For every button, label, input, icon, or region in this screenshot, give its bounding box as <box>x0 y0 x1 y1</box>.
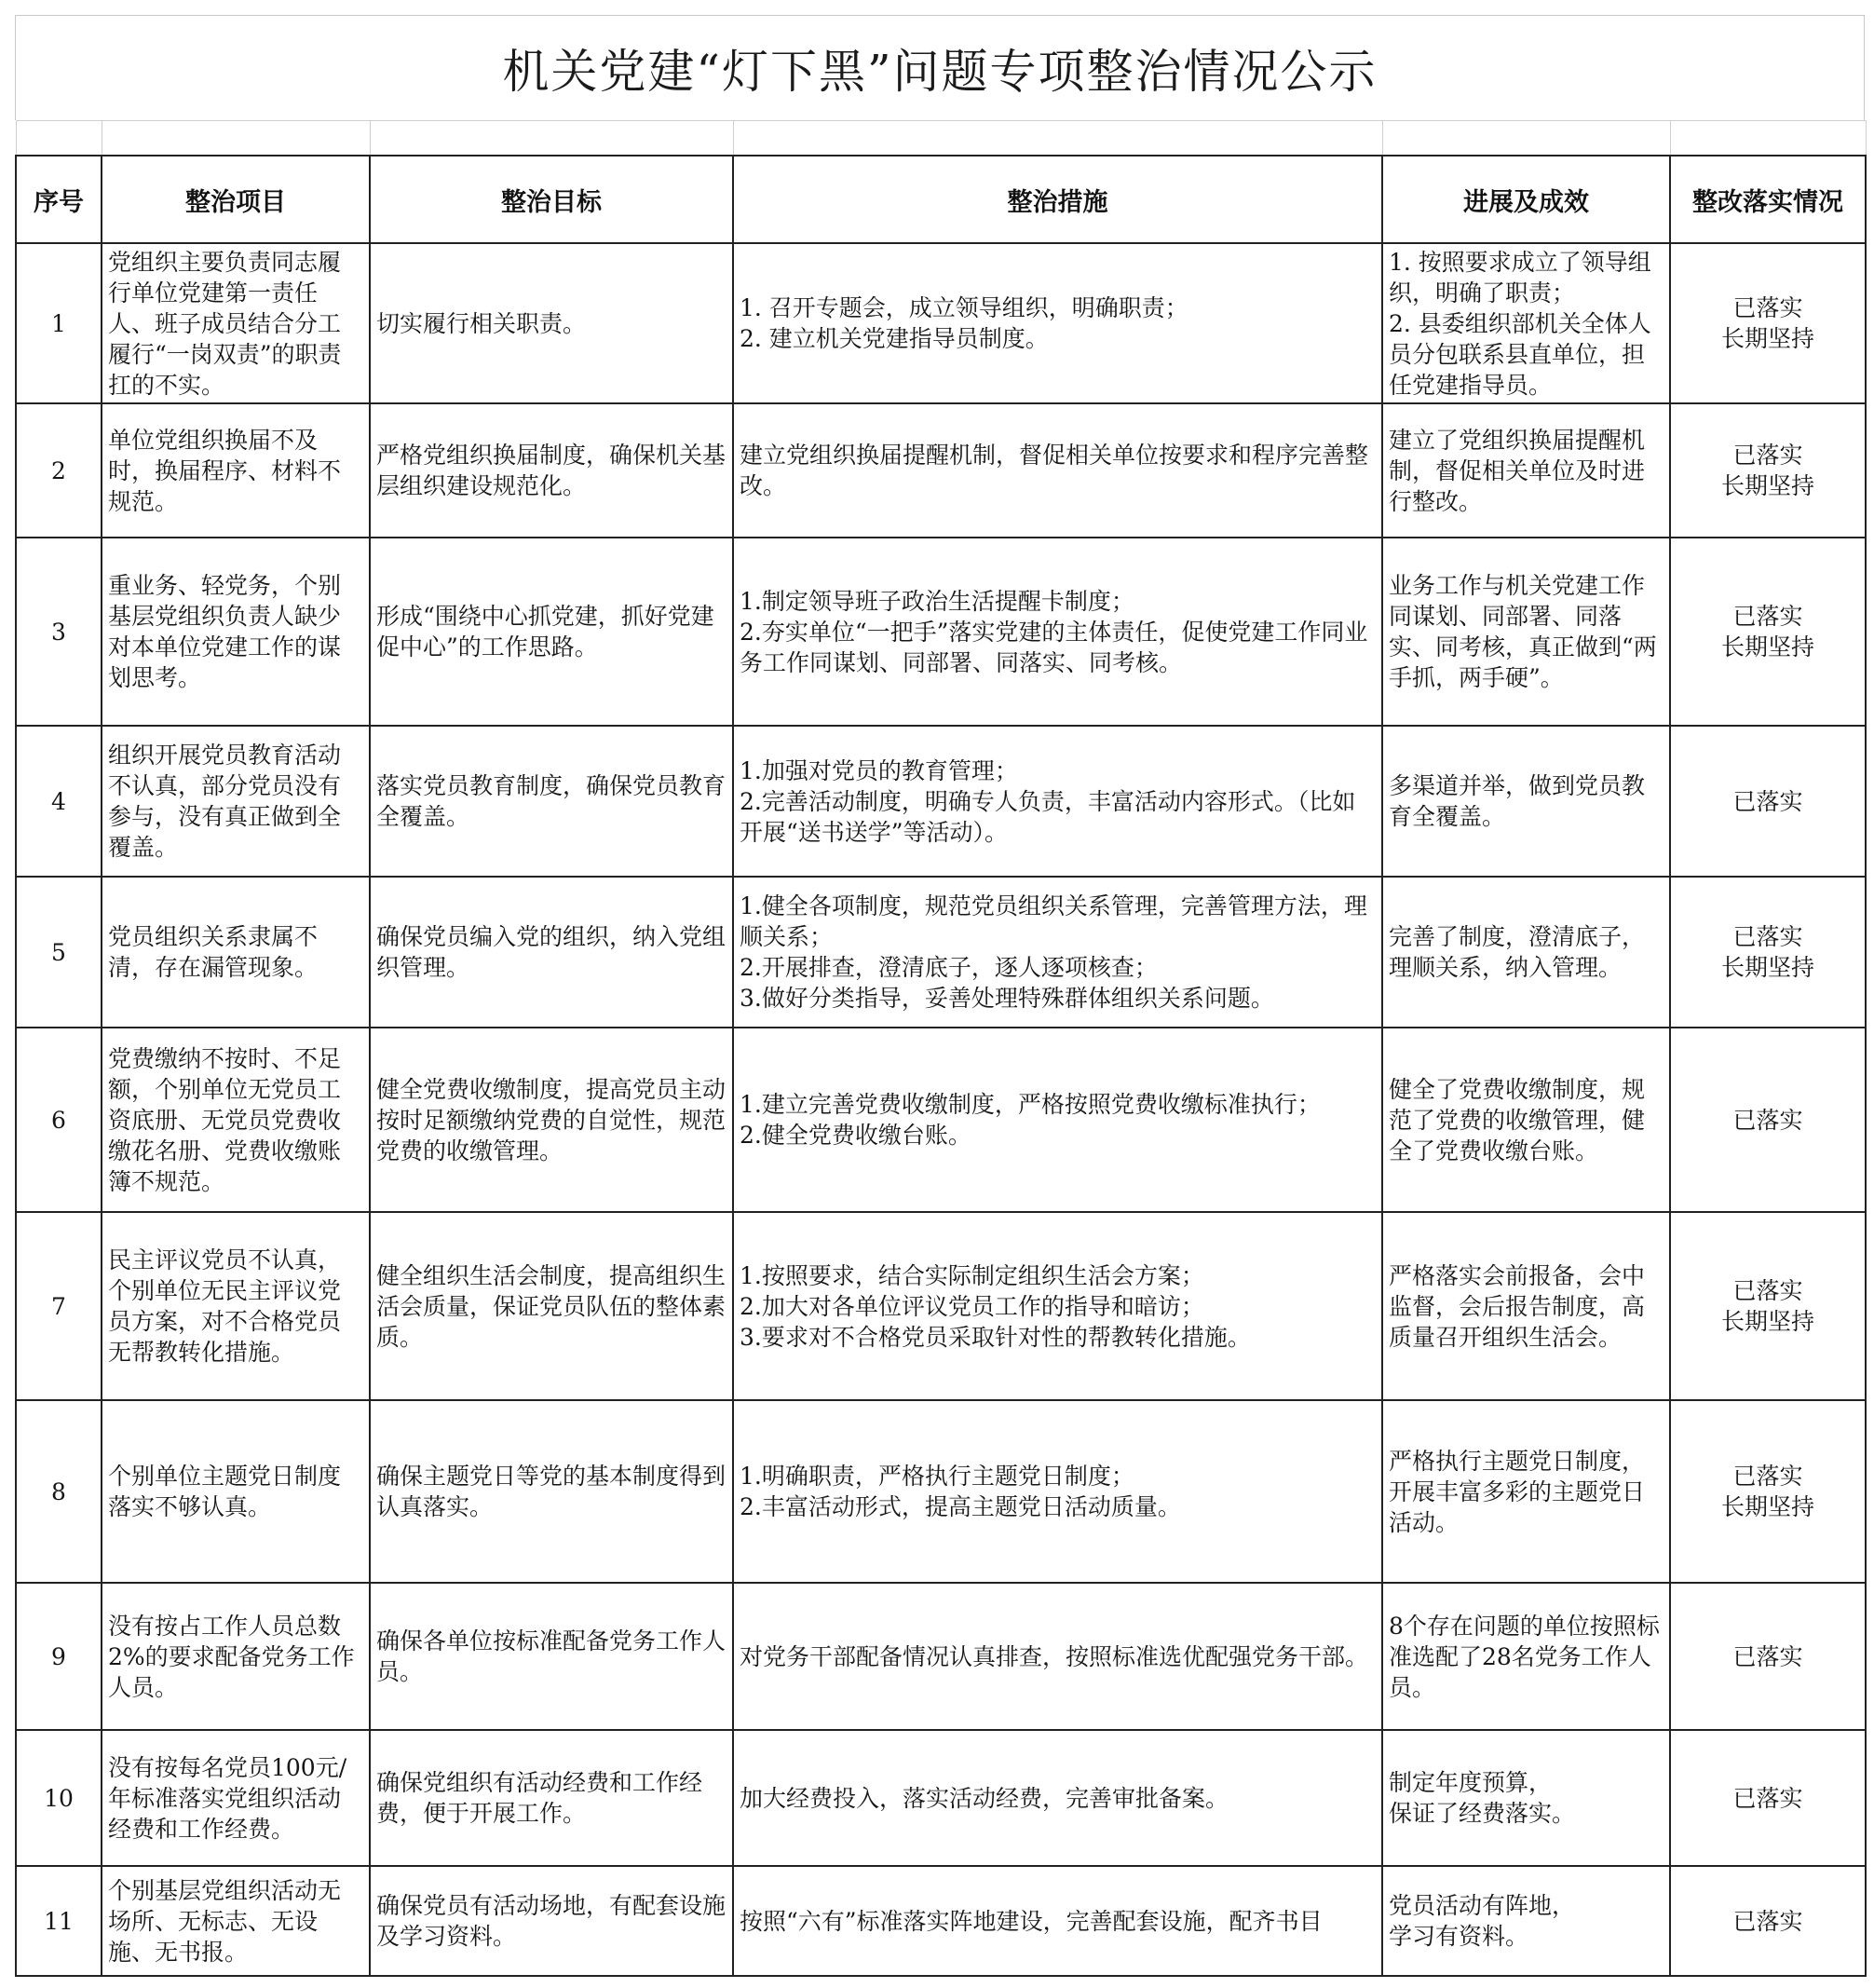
measure-line: 2.夯实单位“一把手”落实党建的主体责任，促使党建工作同业务工作同谋划、同部署、同落实、同考核。 <box>740 618 1368 676</box>
progress-line: 完善了制度，澄清底子，理顺关系，纳入管理。 <box>1389 923 1646 981</box>
publicity-sheet <box>15 15 1865 1977</box>
row-number: 1 <box>51 309 66 337</box>
measures-cell <box>733 1866 1382 1976</box>
header-goal: 整治目标 <box>370 156 733 243</box>
goal-text: 严格党组织换届制度，确保机关基层组织建设规范化。 <box>376 442 727 499</box>
table-row <box>16 877 1866 1028</box>
table-row <box>16 726 1866 877</box>
status-line: 长期坚持 <box>1720 1493 1814 1520</box>
spacer-cell <box>102 121 370 157</box>
status-cell <box>1670 726 1866 877</box>
item-text: 没有按占工作人员总数2%的要求配备党务工作人员。 <box>108 1612 355 1701</box>
row-number-cell <box>16 726 102 877</box>
goal-text: 切实履行相关职责。 <box>376 309 587 337</box>
header-progress: 进展及成效 <box>1382 156 1670 243</box>
status-cell <box>1670 243 1866 403</box>
row-number: 2 <box>51 456 66 484</box>
item-cell <box>102 403 370 538</box>
progress-line: 严格落实会前报备，会中监督，会后报告制度，高质量召开组织生活会。 <box>1389 1261 1646 1351</box>
measure-line: 2.健全党费收缴台账。 <box>740 1122 971 1149</box>
progress-line: 健全了党费收缴制度，规范了党费的收缴管理，健全了党费收缴台账。 <box>1389 1075 1646 1164</box>
progress-line: 保证了经费落实。 <box>1389 1800 1576 1827</box>
item-cell <box>102 1400 370 1583</box>
status-line: 已落实 <box>1732 442 1803 469</box>
progress-cell <box>1382 403 1670 538</box>
item-text: 单位党组织换届不及时，换届程序、材料不规范。 <box>108 426 342 515</box>
measure-line: 1.按照要求，结合实际制定组织生活会方案； <box>740 1261 1204 1289</box>
rectification-table <box>15 120 1867 1977</box>
status-line: 已落实 <box>1732 1106 1803 1134</box>
header-status: 整改落实情况 <box>1670 156 1866 243</box>
status-line: 已落实 <box>1732 1642 1803 1670</box>
goal-cell <box>370 726 733 877</box>
measure-line: 1.制定领导班子政治生活提醒卡制度； <box>740 587 1134 615</box>
status-cell <box>1670 1866 1866 1976</box>
measure-line: 2.完善活动制度，明确专人负责，丰富活动内容形式。（比如开展“送书送学”等活动）。 <box>740 787 1356 846</box>
status-cell <box>1670 403 1866 538</box>
table-row <box>16 538 1866 726</box>
measure-line: 加大经费投入，落实活动经费，完善审批备案。 <box>740 1784 1229 1812</box>
status-line: 已落实 <box>1732 1907 1803 1935</box>
goal-text: 健全党费收缴制度，提高党员主动按时足额缴纳党费的自觉性，规范党费的收缴管理。 <box>376 1075 727 1164</box>
goal-cell <box>370 1400 733 1583</box>
goal-cell <box>370 1212 733 1400</box>
goal-cell <box>370 1730 733 1866</box>
table-row <box>16 1583 1866 1730</box>
progress-cell <box>1382 1400 1670 1583</box>
measures-cell <box>733 1400 1382 1583</box>
measure-line: 2.开展排查，澄清底子，逐人逐项核查； <box>740 954 1158 981</box>
item-text: 党组织主要负责同志履行单位党建第一责任人、班子成员结合分工履行“一岗双责”的职责扛的不实。 <box>108 248 342 399</box>
spacer-cell <box>733 121 1382 157</box>
table-row <box>16 1400 1866 1583</box>
status-line: 长期坚持 <box>1720 954 1814 981</box>
item-cell <box>102 1583 370 1730</box>
progress-cell <box>1382 1028 1670 1212</box>
row-number: 5 <box>51 938 66 966</box>
measures-cell <box>733 243 1382 403</box>
goal-cell <box>370 1866 733 1976</box>
goal-text: 确保党组织有活动经费和工作经费，便于开展工作。 <box>376 1769 703 1827</box>
goal-text: 落实党员教育制度，确保党员教育全覆盖。 <box>376 772 727 830</box>
status-line: 已落实 <box>1732 787 1803 815</box>
row-number-cell <box>16 403 102 538</box>
status-line: 长期坚持 <box>1720 472 1814 499</box>
goal-text: 确保主题党日等党的基本制度得到认真落实。 <box>376 1463 727 1520</box>
item-cell <box>102 726 370 877</box>
spacer-cell <box>1670 121 1866 157</box>
item-text: 没有按每名党员100元/年标准落实党组织活动经费和工作经费。 <box>108 1753 347 1843</box>
row-number: 11 <box>44 1907 74 1935</box>
measures-cell <box>733 726 1382 877</box>
measure-line: 2.丰富活动形式，提高主题党日活动质量。 <box>740 1493 1181 1520</box>
header-measures: 整治措施 <box>733 156 1382 243</box>
status-line: 已落实 <box>1732 1277 1803 1304</box>
item-cell <box>102 1866 370 1976</box>
measures-cell <box>733 1730 1382 1866</box>
status-cell <box>1670 1400 1866 1583</box>
status-cell <box>1670 1730 1866 1866</box>
measure-line: 3.要求对不合格党员采取针对性的帮教转化措施。 <box>740 1323 1251 1351</box>
row-number-cell <box>16 1730 102 1866</box>
progress-line: 2. 县委组织部机关全体人员分包联系县直单位，担任党建指导员。 <box>1389 309 1651 399</box>
status-line: 已落实 <box>1732 923 1803 950</box>
goal-text: 确保党员编入党的组织，纳入党组织管理。 <box>376 923 727 981</box>
row-number: 3 <box>51 618 66 646</box>
row-number-cell <box>16 1028 102 1212</box>
goal-text: 形成“围绕中心抓党建，抓好党建促中心”的工作思路。 <box>376 603 714 660</box>
row-number-cell <box>16 538 102 726</box>
progress-line: 党员活动有阵地， <box>1389 1892 1576 1919</box>
progress-line: 建立了党组织换届提醒机制，督促相关单位及时进行整改。 <box>1389 426 1646 515</box>
goal-cell <box>370 1028 733 1212</box>
status-cell <box>1670 877 1866 1028</box>
goal-cell <box>370 243 733 403</box>
measures-cell <box>733 1028 1382 1212</box>
table-row <box>16 1028 1866 1212</box>
measures-cell <box>733 403 1382 538</box>
progress-line: 业务工作与机关党建工作同谋划、同部署、同落实、同考核，真正做到“两手抓，两手硬”。 <box>1389 572 1657 691</box>
status-line: 长期坚持 <box>1720 1308 1814 1335</box>
measure-line: 1.加强对党员的教育管理； <box>740 756 1018 784</box>
sheet-title: 机关党建“灯下黑”问题专项整治情况公示 <box>15 15 1865 120</box>
item-cell <box>102 243 370 403</box>
status-line: 长期坚持 <box>1720 633 1814 660</box>
table-row <box>16 403 1866 538</box>
goal-cell <box>370 1583 733 1730</box>
row-number: 9 <box>51 1642 66 1670</box>
item-text: 党费缴纳不按时、不足额，个别单位无党员工资底册、无党员党费收缴花名册、党费收缴账簿不规范。 <box>108 1044 342 1195</box>
item-text: 党员组织关系隶属不清，存在漏管现象。 <box>108 923 319 981</box>
item-cell <box>102 1212 370 1400</box>
header-row <box>16 156 1866 243</box>
row-number-cell <box>16 1583 102 1730</box>
measure-line: 3.做好分类指导，妥善处理特殊群体组织关系问题。 <box>740 985 1274 1012</box>
row-number-cell <box>16 877 102 1028</box>
measures-cell <box>733 1212 1382 1400</box>
spacer-cell <box>1382 121 1670 157</box>
goal-cell <box>370 877 733 1028</box>
item-text: 个别基层党组织活动无场所、无标志、无设施、无书报。 <box>108 1876 342 1966</box>
status-cell <box>1670 1212 1866 1400</box>
row-number-cell <box>16 243 102 403</box>
measures-cell <box>733 1583 1382 1730</box>
row-number-cell <box>16 1400 102 1583</box>
table-row <box>16 1866 1866 1976</box>
measure-line: 2. 建立机关党建指导员制度。 <box>740 325 1049 352</box>
goal-cell <box>370 538 733 726</box>
measure-line: 1.建立完善党费收缴制度，严格按照党费收缴标准执行； <box>740 1091 1321 1118</box>
table-row <box>16 243 1866 403</box>
item-cell <box>102 538 370 726</box>
progress-cell <box>1382 1212 1670 1400</box>
measure-line: 1. 召开专题会，成立领导组织，明确职责； <box>740 294 1188 321</box>
measure-line: 1.健全各项制度，规范党员组织关系管理，完善管理方法，理顺关系； <box>740 892 1367 950</box>
goal-text: 确保各单位按标准配备党务工作人员。 <box>376 1627 727 1685</box>
progress-line: 8个存在问题的单位按照标准选配了28名党务工作人员。 <box>1389 1612 1660 1701</box>
progress-cell <box>1382 1730 1670 1866</box>
header-item: 整治项目 <box>102 156 370 243</box>
progress-cell <box>1382 1866 1670 1976</box>
row-number-cell <box>16 1212 102 1400</box>
table-row <box>16 1730 1866 1866</box>
row-number: 10 <box>44 1784 74 1812</box>
spacer-cell <box>370 121 733 157</box>
table-row <box>16 1212 1866 1400</box>
status-line: 已落实 <box>1732 294 1803 321</box>
status-line: 已落实 <box>1732 1463 1803 1490</box>
progress-cell <box>1382 1583 1670 1730</box>
goal-text: 确保党员有活动场地，有配套设施及学习资料。 <box>376 1892 727 1950</box>
measures-cell <box>733 877 1382 1028</box>
item-cell <box>102 1730 370 1866</box>
measure-line: 2.加大对各单位评议党员工作的指导和暗访； <box>740 1292 1204 1320</box>
progress-line: 严格执行主题党日制度，开展丰富多彩的主题党日活动。 <box>1389 1447 1646 1536</box>
row-number: 8 <box>51 1477 66 1505</box>
row-number: 4 <box>51 787 66 815</box>
measure-line: 建立党组织换届提醒机制，督促相关单位按要求和程序完善整改。 <box>740 442 1369 499</box>
row-number: 6 <box>51 1106 66 1134</box>
item-text: 组织开展党员教育活动不认真，部分党员没有参与，没有真正做到全覆盖。 <box>108 742 342 861</box>
row-number-cell <box>16 1866 102 1976</box>
progress-line: 学习有资料。 <box>1389 1923 1529 1950</box>
measures-cell <box>733 538 1382 726</box>
status-line: 长期坚持 <box>1720 325 1814 352</box>
status-cell <box>1670 1583 1866 1730</box>
row-number: 7 <box>51 1292 66 1320</box>
status-cell <box>1670 538 1866 726</box>
measure-line: 按照“六有”标准落实阵地建设，完善配套设施，配齐书目 <box>740 1907 1323 1935</box>
measure-line: 对党务干部配备情况认真排查，按照标准选优配强党务干部。 <box>740 1642 1369 1670</box>
progress-cell <box>1382 243 1670 403</box>
status-cell <box>1670 1028 1866 1212</box>
item-text: 民主评议党员不认真，个别单位无民主评议党员方案，对不合格党员无帮教转化措施。 <box>108 1246 342 1366</box>
header-num: 序号 <box>16 156 102 243</box>
spacer-cell <box>16 121 102 157</box>
goal-text: 健全组织生活会制度，提高组织生活会质量，保证党员队伍的整体素质。 <box>376 1261 727 1351</box>
progress-line: 制定年度预算， <box>1389 1769 1553 1796</box>
item-cell <box>102 1028 370 1212</box>
status-line: 已落实 <box>1732 603 1803 630</box>
progress-cell <box>1382 877 1670 1028</box>
item-cell <box>102 877 370 1028</box>
progress-cell <box>1382 538 1670 726</box>
spacer-row <box>16 121 1866 157</box>
progress-line: 多渠道并举，做到党员教育全覆盖。 <box>1389 772 1646 830</box>
progress-line: 1. 按照要求成立了领导组织，明确了职责； <box>1389 248 1651 306</box>
item-text: 重业务、轻党务，个别基层党组织负责人缺少对本单位党建工作的谋划思考。 <box>108 572 342 691</box>
status-line: 已落实 <box>1732 1784 1803 1812</box>
goal-cell <box>370 403 733 538</box>
progress-cell <box>1382 726 1670 877</box>
item-text: 个别单位主题党日制度落实不够认真。 <box>108 1463 342 1520</box>
measure-line: 1.明确职责，严格执行主题党日制度； <box>740 1463 1134 1490</box>
